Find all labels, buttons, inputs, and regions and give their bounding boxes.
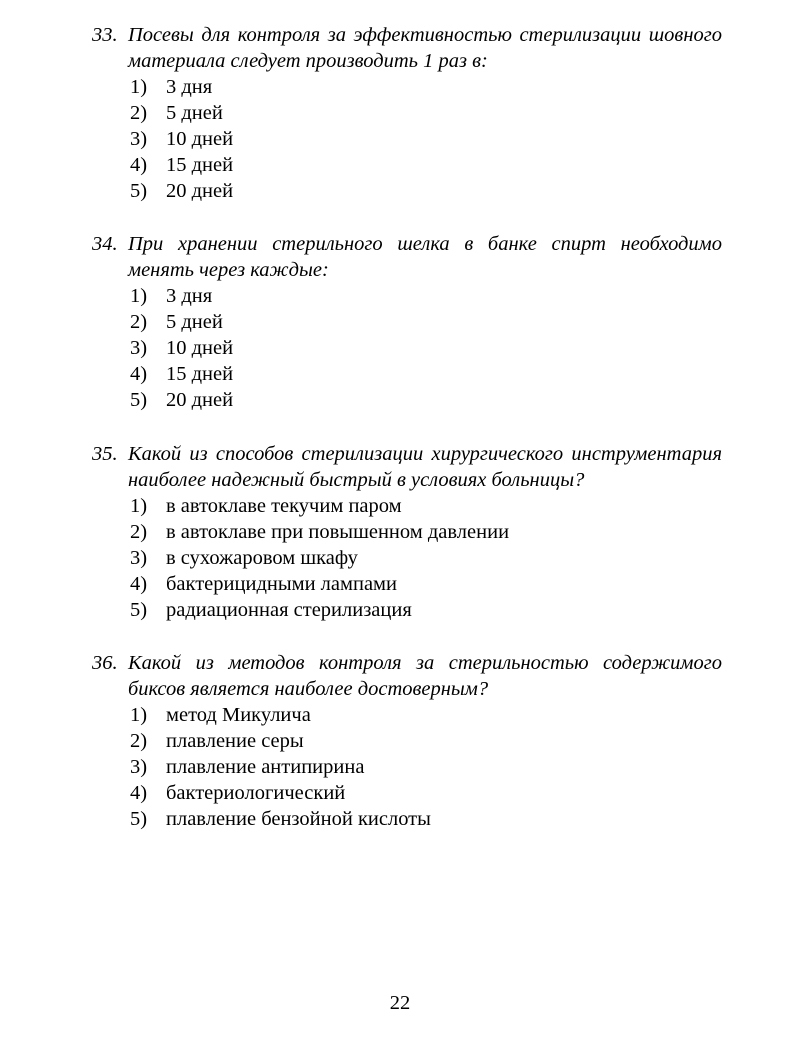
question-body: Посевы для контроля за эффективностью стерилизации шовного материала следует производить 1 раз в: — [128, 24, 722, 72]
question-number: 33. — [92, 24, 118, 46]
answer-option — [130, 597, 722, 623]
option-number: 4) — [130, 573, 148, 595]
answer-option — [130, 493, 722, 519]
answer-option — [130, 387, 722, 413]
answer-option — [130, 74, 722, 100]
option-text: 20 дней — [166, 389, 234, 411]
question-35 — [92, 441, 722, 623]
answer-options — [92, 74, 722, 204]
answer-option — [130, 519, 722, 545]
answer-options — [92, 702, 722, 832]
option-text: в автоклаве при повышенном давлении — [166, 521, 510, 543]
answer-options — [92, 283, 722, 413]
answer-option — [130, 152, 722, 178]
question-number: 36. — [92, 652, 118, 674]
option-number: 3) — [130, 547, 148, 569]
option-text: радиационная стерилизация — [166, 599, 412, 621]
option-number: 2) — [130, 311, 148, 333]
option-number: 4) — [130, 782, 148, 804]
question-36 — [92, 650, 722, 832]
answer-option — [130, 545, 722, 571]
option-number: 3) — [130, 128, 148, 150]
question-body: Какой из способов стерилизации хирургического инструментария наиболее надежный быстрый в условиях больницы? — [128, 443, 722, 491]
answer-option — [130, 283, 722, 309]
option-text: 15 дней — [166, 154, 234, 176]
option-number: 1) — [130, 76, 148, 98]
option-number: 2) — [130, 102, 148, 124]
option-text: плавление серы — [166, 730, 304, 752]
question-text — [92, 441, 722, 493]
option-number: 5) — [130, 599, 148, 621]
option-number: 2) — [130, 730, 148, 752]
question-body: При хранении стерильного шелка в банке спирт необходимо менять через каждые: — [128, 233, 722, 281]
answer-option — [130, 126, 722, 152]
option-number: 5) — [130, 808, 148, 830]
question-text — [92, 22, 722, 74]
option-text: в сухожаровом шкафу — [166, 547, 358, 569]
option-number: 3) — [130, 337, 148, 359]
answer-option — [130, 728, 722, 754]
option-number: 1) — [130, 285, 148, 307]
option-number: 2) — [130, 521, 148, 543]
option-text: в автоклаве текучим паром — [166, 495, 402, 517]
answer-option — [130, 100, 722, 126]
option-text: 3 дня — [166, 76, 213, 98]
option-text: метод Микулича — [166, 704, 311, 726]
option-number: 5) — [130, 389, 148, 411]
answer-option — [130, 335, 722, 361]
question-number: 35. — [92, 443, 118, 465]
option-text: 10 дней — [166, 128, 234, 150]
answer-option — [130, 780, 722, 806]
question-body: Какой из методов контроля за стерильностью содержимого биксов является наиболее достоверным? — [128, 652, 722, 700]
option-text: 20 дней — [166, 180, 234, 202]
answer-option — [130, 361, 722, 387]
answer-option — [130, 702, 722, 728]
question-number: 34. — [92, 233, 118, 255]
question-text — [92, 231, 722, 283]
page-number: 22 — [389, 992, 411, 1014]
option-number: 1) — [130, 704, 148, 726]
question-34 — [92, 231, 722, 413]
option-number: 1) — [130, 495, 148, 517]
option-number: 4) — [130, 363, 148, 385]
option-text: бактерицидными лампами — [166, 573, 397, 595]
answer-option — [130, 754, 722, 780]
option-text: 5 дней — [166, 102, 223, 124]
option-number: 5) — [130, 180, 148, 202]
option-text: 15 дней — [166, 363, 234, 385]
question-33 — [92, 22, 722, 204]
option-text: 5 дней — [166, 311, 223, 333]
option-text: плавление антипирина — [166, 756, 365, 778]
option-number: 3) — [130, 756, 148, 778]
answer-option — [130, 806, 722, 832]
answer-options — [92, 493, 722, 623]
option-text: плавление бензойной кислоты — [166, 808, 431, 830]
option-number: 4) — [130, 154, 148, 176]
answer-option — [130, 309, 722, 335]
question-text — [92, 650, 722, 702]
option-text: 10 дней — [166, 337, 234, 359]
answer-option — [130, 178, 722, 204]
option-text: 3 дня — [166, 285, 213, 307]
answer-option — [130, 571, 722, 597]
option-text: бактериологический — [166, 782, 346, 804]
